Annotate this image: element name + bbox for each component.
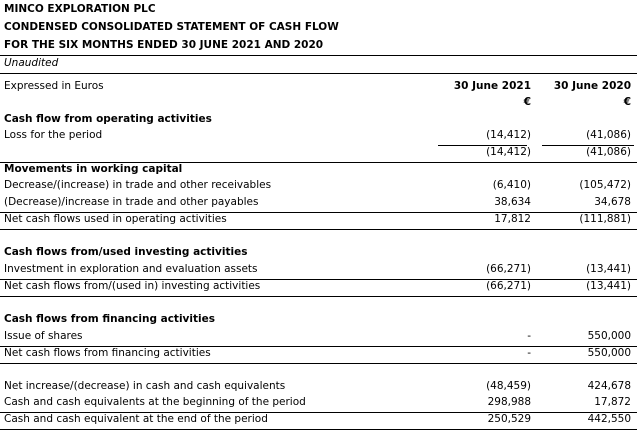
value-2021: 298,988 xyxy=(487,396,531,408)
value-2020: (41,086) xyxy=(586,129,631,141)
value-2021: - xyxy=(527,347,531,359)
value-2020: (105,472) xyxy=(579,179,631,191)
value-2020: 34,678 xyxy=(594,196,631,208)
section-operating xyxy=(4,113,634,129)
value-2020: 442,550 xyxy=(587,413,631,425)
column-2021: 30 June 2021 xyxy=(453,80,531,92)
divider xyxy=(0,73,637,74)
divider xyxy=(0,229,637,230)
value-2020: 550,000 xyxy=(587,330,631,342)
value-2021: 17,812 xyxy=(494,213,531,225)
value-2020: 550,000 xyxy=(587,347,631,359)
table-row xyxy=(4,347,634,363)
value-2021: 250,529 xyxy=(487,413,531,425)
value-2020: (13,441) xyxy=(586,280,631,292)
row-label: Decrease/(increase) in trade and other receivables xyxy=(4,179,272,191)
section-label: Cash flow from operating activities xyxy=(4,113,212,125)
value-2020: (41,086) xyxy=(586,146,631,158)
statement-title: CONDENSED CONSOLIDATED STATEMENT OF CASH FLOW xyxy=(4,21,339,33)
value-2020: (111,881) xyxy=(579,213,631,225)
table-row xyxy=(4,179,634,195)
row-label: Net cash flows used in operating activities xyxy=(4,213,227,225)
table-row xyxy=(4,413,634,429)
value-2021: (48,459) xyxy=(486,380,531,392)
value-2021: (14,412) xyxy=(486,129,531,141)
row-label: Net cash flows from financing activities xyxy=(4,347,211,359)
unit-label: Expressed in Euros xyxy=(4,80,104,92)
table-row xyxy=(4,280,634,296)
value-2020: 424,678 xyxy=(587,380,631,392)
value-2021: 38,634 xyxy=(494,196,531,208)
currency-row xyxy=(4,96,634,112)
divider xyxy=(0,363,637,364)
divider xyxy=(0,429,637,430)
table-row xyxy=(4,396,634,412)
section-label: Cash flows from/used investing activities xyxy=(4,246,248,258)
row-label: Net cash flows from/(used in) investing activities xyxy=(4,280,261,292)
section-financing xyxy=(4,313,634,329)
value-2021: (66,271) xyxy=(486,280,531,292)
value-2021: (66,271) xyxy=(486,263,531,275)
row-label: Cash and cash equivalent at the end of the period xyxy=(4,413,268,425)
section-label: Cash flows from financing activities xyxy=(4,313,215,325)
table-row xyxy=(4,196,634,212)
row-label: (Decrease)/increase in trade and other payables xyxy=(4,196,259,208)
row-label: Investment in exploration and evaluation assets xyxy=(4,263,258,275)
value-2021: - xyxy=(527,330,531,342)
row-label: Loss for the period xyxy=(4,129,103,141)
divider xyxy=(0,296,637,297)
table-row xyxy=(4,146,634,162)
period-title: FOR THE SIX MONTHS ENDED 30 JUNE 2021 AND 2020 xyxy=(4,39,324,51)
divider xyxy=(0,55,637,56)
currency-2021: € xyxy=(523,96,531,108)
value-2021: (6,410) xyxy=(492,179,531,191)
company-name: MINCO EXPLORATION PLC xyxy=(4,3,156,15)
row-label: Net increase/(decrease) in cash and cash equivalents xyxy=(4,380,286,392)
currency-2020: € xyxy=(623,96,631,108)
section-label: Movements in working capital xyxy=(4,163,183,175)
section-working-capital xyxy=(4,163,634,179)
table-row xyxy=(4,213,634,229)
table-row xyxy=(4,330,634,346)
section-investing xyxy=(4,246,634,262)
value-2020: 17,872 xyxy=(594,396,631,408)
value-2021: (14,412) xyxy=(486,146,531,158)
table-row xyxy=(4,129,634,145)
audit-status: Unaudited xyxy=(4,57,59,69)
row-label: Issue of shares xyxy=(4,330,83,342)
column-header-row xyxy=(4,80,634,96)
row-label: Cash and cash equivalents at the beginning of the period xyxy=(4,396,306,408)
column-2020: 30 June 2020 xyxy=(553,80,631,92)
table-row xyxy=(4,380,634,396)
table-row xyxy=(4,263,634,279)
value-2020: (13,441) xyxy=(586,263,631,275)
